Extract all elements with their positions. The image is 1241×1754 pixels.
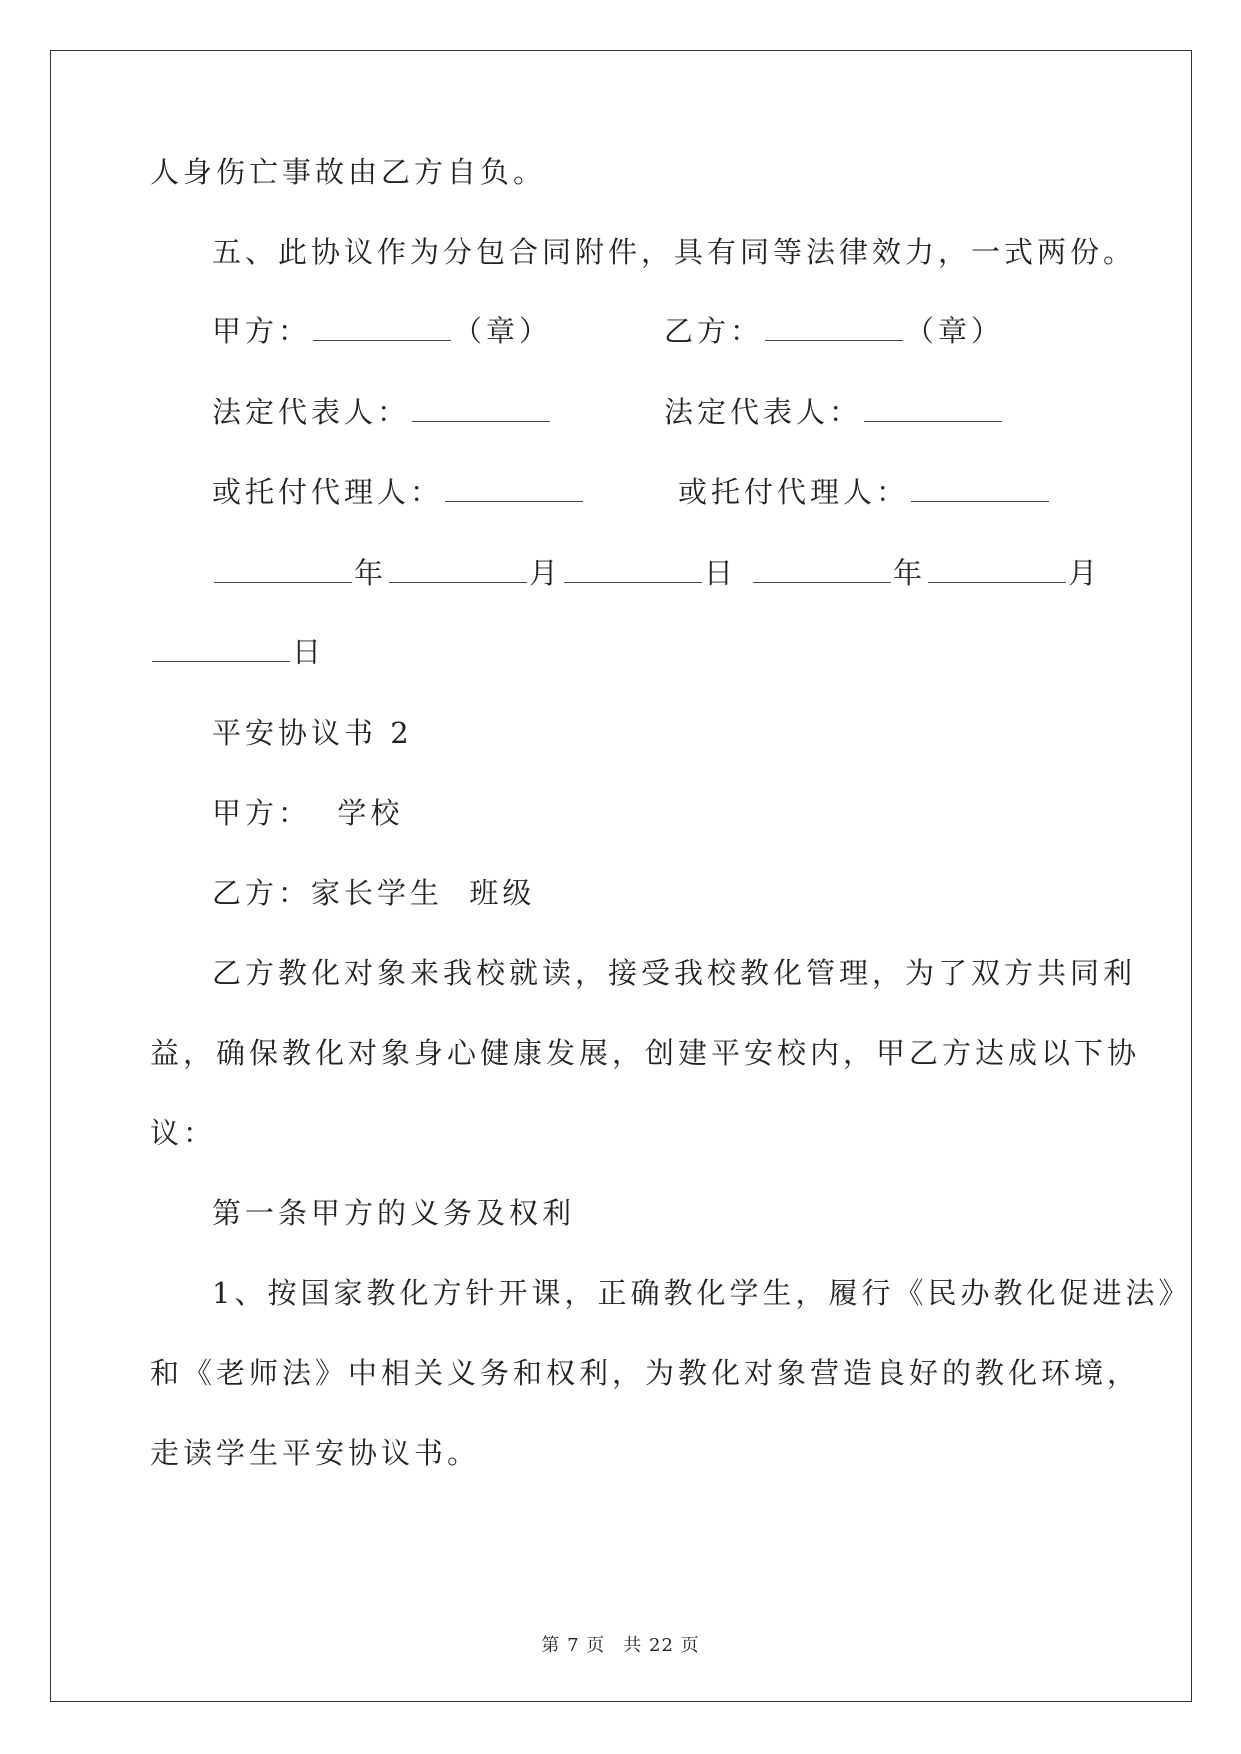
line-text: 益，确保教化对象身心健康发展，创建平安校内，甲乙方达成以下协 (150, 1036, 1141, 1070)
party-a-label: 甲方： (212, 314, 312, 348)
agent-label: 或托付代理人： (678, 475, 910, 509)
blank-field (445, 473, 583, 502)
blank-field (313, 312, 451, 341)
agent-b (678, 472, 1051, 512)
blank-field (564, 554, 702, 583)
day-label: 日 (292, 635, 326, 669)
blank-field (911, 473, 1049, 502)
line-text: 甲方： 学校 (212, 796, 404, 830)
month-label: 月 (1068, 556, 1102, 590)
text-line (150, 152, 546, 192)
section-title (212, 713, 413, 753)
text-line (212, 1273, 1191, 1313)
line-text: 和《老师法》中相关义务和权利，为教化对象营造良好的教化环境， (150, 1356, 1141, 1390)
text-line (150, 1113, 216, 1153)
article-heading (212, 1193, 575, 1233)
line-text: 乙方：家长学生 班级 (212, 876, 536, 910)
page-footer (0, 1635, 1241, 1657)
page-total: 共 22 页 (623, 1635, 700, 1656)
text-line (150, 1433, 480, 1473)
seal-label: （章） (905, 314, 1005, 348)
legal-rep-b (664, 392, 1004, 432)
party-b-label: 乙方： (664, 314, 764, 348)
blank-field (152, 633, 290, 662)
blank-field (753, 554, 891, 583)
legal-rep-label: 法定代表人： (212, 395, 411, 429)
text-line (150, 1033, 1140, 1073)
legal-rep-a (212, 392, 552, 432)
signature-party-a (212, 311, 552, 351)
agent-a (212, 472, 585, 512)
line-text: 1、按国家教化方针开课，正确教化学生，履行《民办教化促进法》 (212, 1276, 1192, 1310)
signature-party-b (664, 311, 1004, 351)
legal-rep-label: 法定代表人： (664, 395, 863, 429)
text-line (212, 953, 1136, 993)
seal-label: （章） (453, 314, 553, 348)
page-number: 第 7 页 (541, 1635, 606, 1656)
month-label: 月 (529, 556, 563, 590)
blank-field (765, 312, 903, 341)
line-text: 乙方教化对象来我校就读，接受我校教化管理，为了双方共同利 (212, 956, 1137, 990)
year-label: 年 (354, 556, 388, 590)
line-text: 走读学生平安协议书。 (150, 1436, 481, 1470)
line-text: 议： (150, 1116, 217, 1150)
agent-label: 或托付代理人： (212, 475, 444, 509)
day-label: 日 (704, 556, 738, 590)
blank-field (389, 554, 527, 583)
text-line (212, 873, 535, 913)
text-line (212, 232, 1136, 272)
blank-field (864, 393, 1002, 422)
date-line-continued (150, 632, 325, 672)
blank-field (412, 393, 550, 422)
year-label: 年 (893, 556, 927, 590)
line-text: 第一条甲方的义务及权利 (212, 1196, 576, 1230)
line-text: 人身伤亡事故由乙方自负。 (150, 155, 547, 189)
blank-field (214, 554, 352, 583)
text-line (150, 1353, 1140, 1393)
line-text: 平安协议书 2 (212, 716, 413, 750)
blank-field (928, 554, 1066, 583)
text-line (212, 793, 403, 833)
line-text: 五、此协议作为分包合同附件，具有同等法律效力，一式两份。 (212, 235, 1137, 269)
date-line (212, 553, 1101, 593)
